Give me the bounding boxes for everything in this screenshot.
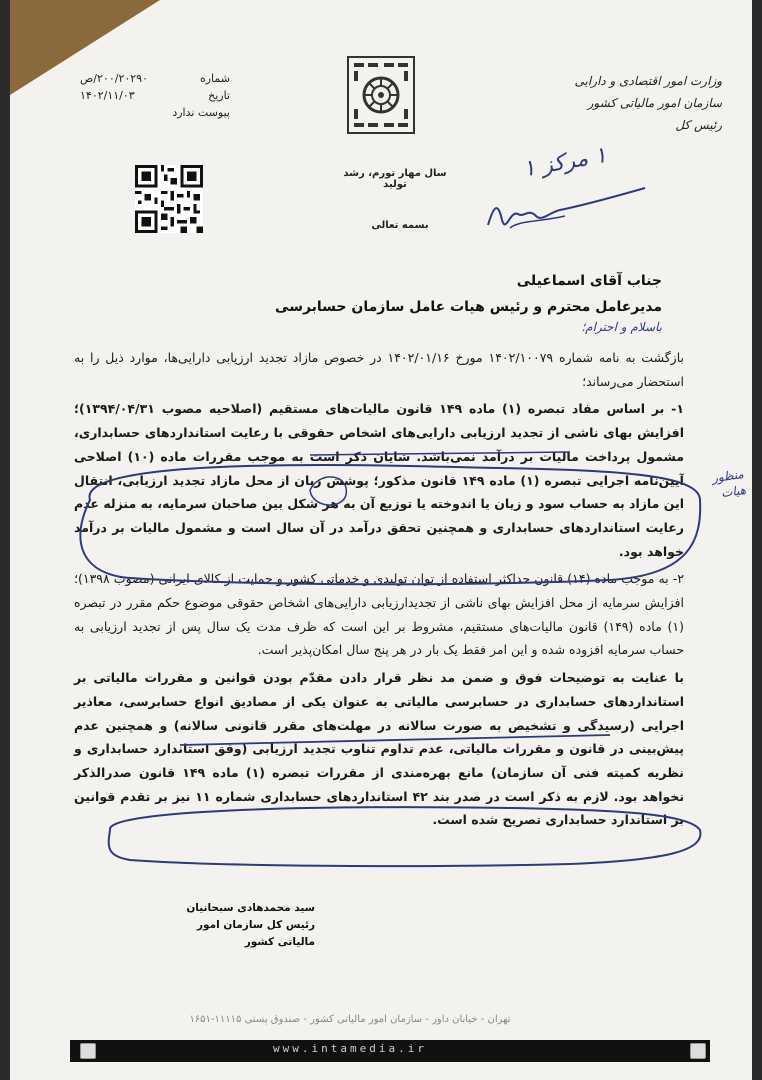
referral-note: ۱ مرکز ۱ bbox=[521, 142, 609, 183]
referral-signature bbox=[480, 142, 650, 240]
number-value: ۲۰۰/۲۰۲۹۰/ص bbox=[80, 72, 148, 85]
footer-mark-icon bbox=[690, 1043, 706, 1059]
margin-note: منظور هیات bbox=[711, 466, 747, 501]
letter-meta bbox=[80, 70, 230, 121]
date-label: تاریخ bbox=[208, 89, 230, 102]
greeting: باسلام و احترام؛ bbox=[581, 320, 662, 334]
letter-body bbox=[74, 346, 684, 836]
year-slogan: سال مهار تورم، رشد تولید bbox=[343, 168, 447, 190]
attachment-label: پیوست ندارد bbox=[172, 106, 230, 119]
footer-mark-icon bbox=[80, 1043, 96, 1059]
signature-scrawl-icon bbox=[480, 150, 650, 240]
recipient-title: مدیرعامل محترم و رئیس هیات عامل سازمان حسابرسی bbox=[275, 299, 662, 315]
conclusion-paragraph: با عنایت به توضیحات فوق و ضمن مد نظر قرار دادن مقدّم بودن قوانین و مقررات مالیاتی بر استانداردهای حسابداری در حسابرسی مالیاتی به عنوان یکی از مصادیق انواع حسابرسی، معاذیر اجرایی (رسیدگی و تشخیص به صورت سالانه در مهلت‌های مقرر قانونی سالانه) و همچنین عدم پیش‌بینی در قانون و مقررات مالیاتی، عدم تداوم تناوب تجدید ارزیابی (وفق استاندارد حسابداری و نظریه کمیته فنی آن سازمان) مانع بهره‌مندی از مقررات تبصره (۱) ماده ۱۴۹ قانون صدرالذکر نخواهد بود. لازم به ذکر است در صدر بند ۴۲ استانداردهای حسابداری شماره ۱۱ نیز بر تقدم قوانین بر استاندارد حسابداری تصریح شده است. bbox=[74, 670, 685, 828]
date-value: ۱۴۰۲/۱۱/۰۳ bbox=[80, 89, 135, 102]
ministry-line: سازمان امور مالیاتی کشور bbox=[587, 96, 722, 110]
item-1-paragraph: ۱- بر اساس مفاد تبصره (۱) ماده ۱۴۹ قانون مالیات‌های مستقیم (اصلاحیه مصوب ۱۳۹۴/۰۴/۳۱)؛ افزایش بهای ناشی از تجدید ارزیابی دارایی‌های اشخاص حقوقی با رعایت استانداردهای حسابداری، مشمول پرداخت مالیات بر درآمد نمی‌باشد. شایان ذکر است به موجب مقررات ماده (۱۰) اصلاحی آیین‌نامه اجرایی تبصره (۱) ماده ۱۴۹ قانون مذکور؛ پوشش زیان از محل مازاد تجدید ارزیابی، انتقال این مازاد به حساب سود و زیان یا اندوخته یا توزیع آن به هر شکل بین صاحبان سرمایه، به منزله عدم رعایت استانداردهای حسابداری و همچنین تحقق درآمد در آن سال است و مشمول مالیات بر درآمد خواهد بود. bbox=[74, 401, 684, 559]
bismillah-heading: بسمه تعالی bbox=[371, 220, 429, 231]
footer-address: تهران - خیابان داور - سازمان امور مالیاتی کشور - صندوق پستی ۱۱۱۱۵-۱۶۵۱ bbox=[189, 1014, 511, 1025]
intro-paragraph: بازگشت به نامه شماره ۱۴۰۲/۱۰۰۷۹ مورخ ۱۴۰۲/۰۱/۱۶ در خصوص مازاد تجدید ارزیابی دارایی‌ها، موارد ذیل را به استحضار می‌رساند؛ bbox=[74, 350, 684, 389]
qr-code-icon bbox=[135, 165, 203, 233]
letter-page bbox=[10, 0, 752, 1080]
signer-name: سید محمدهادی سبحانیان bbox=[186, 902, 315, 914]
footer-website: www.intamedia.ir bbox=[273, 1042, 427, 1055]
item-2-paragraph: ۲- به موجب ماده (۱۴) قانون حداکثر استفاده از توان تولیدی و خدماتی کشور و حمایت از کالای ایرانی (مصوب ۱۳۹۸)؛ افزایش سرمایه از محل افزایش بهای ناشی از تجدیدارزیابی دارایی‌های اشخاص حقوقی موضوع حکم مقرر در تبصره (۱) ماده (۱۴۹) قانون مالیات‌های مستقیم، مشروط بر این است که ظرف مدت یک سال پس از تجدید ارزیابی به حساب سرمایه افزوده شده و این امر فقط یک بار در هر پنج سال امکان‌پذیر است. bbox=[74, 571, 684, 658]
signer-block bbox=[165, 900, 315, 951]
ministry-line: رئیس کل bbox=[675, 118, 722, 132]
signer-title: رئیس کل سازمان امور مالیاتی کشور bbox=[196, 919, 315, 948]
ministry-heading bbox=[522, 70, 722, 136]
national-emblem-icon bbox=[346, 55, 416, 135]
number-label: شماره bbox=[199, 72, 230, 85]
ministry-line: وزارت امور اقتصادی و دارایی bbox=[574, 74, 722, 88]
recipient-name: جناب آقای اسماعیلی bbox=[516, 273, 662, 289]
recipient-block bbox=[275, 268, 662, 320]
